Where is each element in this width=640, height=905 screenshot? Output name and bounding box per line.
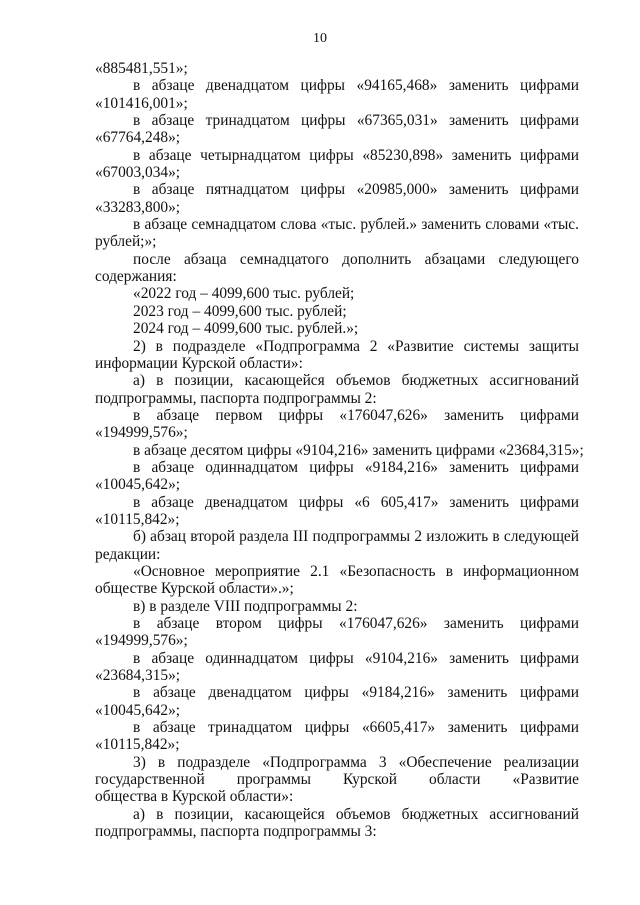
text-line: «10045,642»; xyxy=(95,701,181,719)
text-line: «885481,551»; xyxy=(95,60,188,77)
text-line: в абзаце двенадцатом цифры «94165,468» заменить цифрами xyxy=(133,77,579,95)
text-line: в абзаце тринадцатом цифры «67365,031» заменить цифрами xyxy=(133,112,579,130)
text-line: «2022 год – 4099,600 тыс. рублей; xyxy=(133,285,355,303)
text-line: государственной программы Курской области «Развитие xyxy=(95,771,579,789)
text-line: в абзаце одиннадцатом цифры «9104,216» заменить цифрами xyxy=(133,649,579,667)
text-line: в абзаце семнадцатом слова «тыс. рублей.» заменить словами «тыс. xyxy=(133,216,579,234)
text-line: в абзаце двенадцатом цифры «9184,216» заменить цифрами xyxy=(133,684,579,702)
text-line: «23684,315»; xyxy=(95,667,181,685)
text-line: а) в позиции, касающейся объемов бюджетных ассигнований xyxy=(133,372,579,390)
text-line: «101416,001»; xyxy=(95,94,188,112)
text-line: «194999,576»; xyxy=(95,424,188,442)
text-line: содержания: xyxy=(95,268,177,286)
text-line: «10115,842»; xyxy=(95,736,180,754)
page-number: 10 xyxy=(313,31,327,46)
text-line: в абзаце тринадцатом цифры «6605,417» заменить цифрами xyxy=(133,719,579,737)
text-line: после абзаца семнадцатого дополнить абзацами следующего xyxy=(133,250,579,268)
text-line: обществе Курской области».»; xyxy=(95,580,294,598)
text-line: в абзаце втором цифры «176047,626» заменить цифрами xyxy=(133,615,579,632)
text-line: «10115,842»; xyxy=(95,510,180,528)
text-line: в абзаце пятнадцатом цифры «20985,000» заменить цифрами xyxy=(133,181,579,199)
text-line: б) абзац второй раздела III подпрограммы 2 изложить в следующей xyxy=(133,528,579,546)
text-line: в абзаце двенадцатом цифры «6 605,417» заменить цифрами xyxy=(133,493,579,511)
text-line: а) в позиции, касающейся объемов бюджетных ассигнований xyxy=(133,805,579,823)
text-line: общества в Курской области»: xyxy=(95,788,294,806)
text-line: 3) в подразделе «Подпрограмма 3 «Обеспечение реализации xyxy=(133,753,579,771)
text-line: подпрограммы, паспорта подпрограммы 3: xyxy=(95,823,377,841)
text-line: 2024 год – 4099,600 тыс. рублей.»; xyxy=(133,320,359,338)
document-body xyxy=(95,60,584,841)
text-line: в абзаце четырнадцатом цифры «85230,898» заменить цифрами xyxy=(133,146,579,164)
text-line: 2) в подразделе «Подпрограмма 2 «Развитие системы защиты xyxy=(133,337,579,355)
text-line: «Основное мероприятие 2.1 «Безопасность в информационном xyxy=(133,562,579,580)
text-line: в абзаце одиннадцатом цифры «9184,216» заменить цифрами xyxy=(133,458,579,476)
text-line: «10045,642»; xyxy=(95,476,181,494)
text-line: информации Курской области»: xyxy=(95,354,303,372)
text-line: 2023 год – 4099,600 тыс. рублей; xyxy=(133,302,347,320)
text-line: редакции: xyxy=(95,545,161,563)
text-line: «33283,800»; xyxy=(95,198,181,216)
text-line: подпрограммы, паспорта подпрограммы 2: xyxy=(95,389,377,407)
text-line: рублей;»; xyxy=(95,233,157,251)
text-line: в) в разделе VIII подпрограммы 2: xyxy=(133,597,358,615)
text-line: «194999,576»; xyxy=(95,632,188,650)
text-line: в абзаце первом цифры «176047,626» заменить цифрами xyxy=(133,406,579,424)
text-line: «67764,248»; xyxy=(95,129,181,147)
text-line: «67003,034»; xyxy=(95,164,181,182)
text-line: в абзаце десятом цифры «9104,216» заменить цифрами «23684,315»; xyxy=(133,441,584,459)
